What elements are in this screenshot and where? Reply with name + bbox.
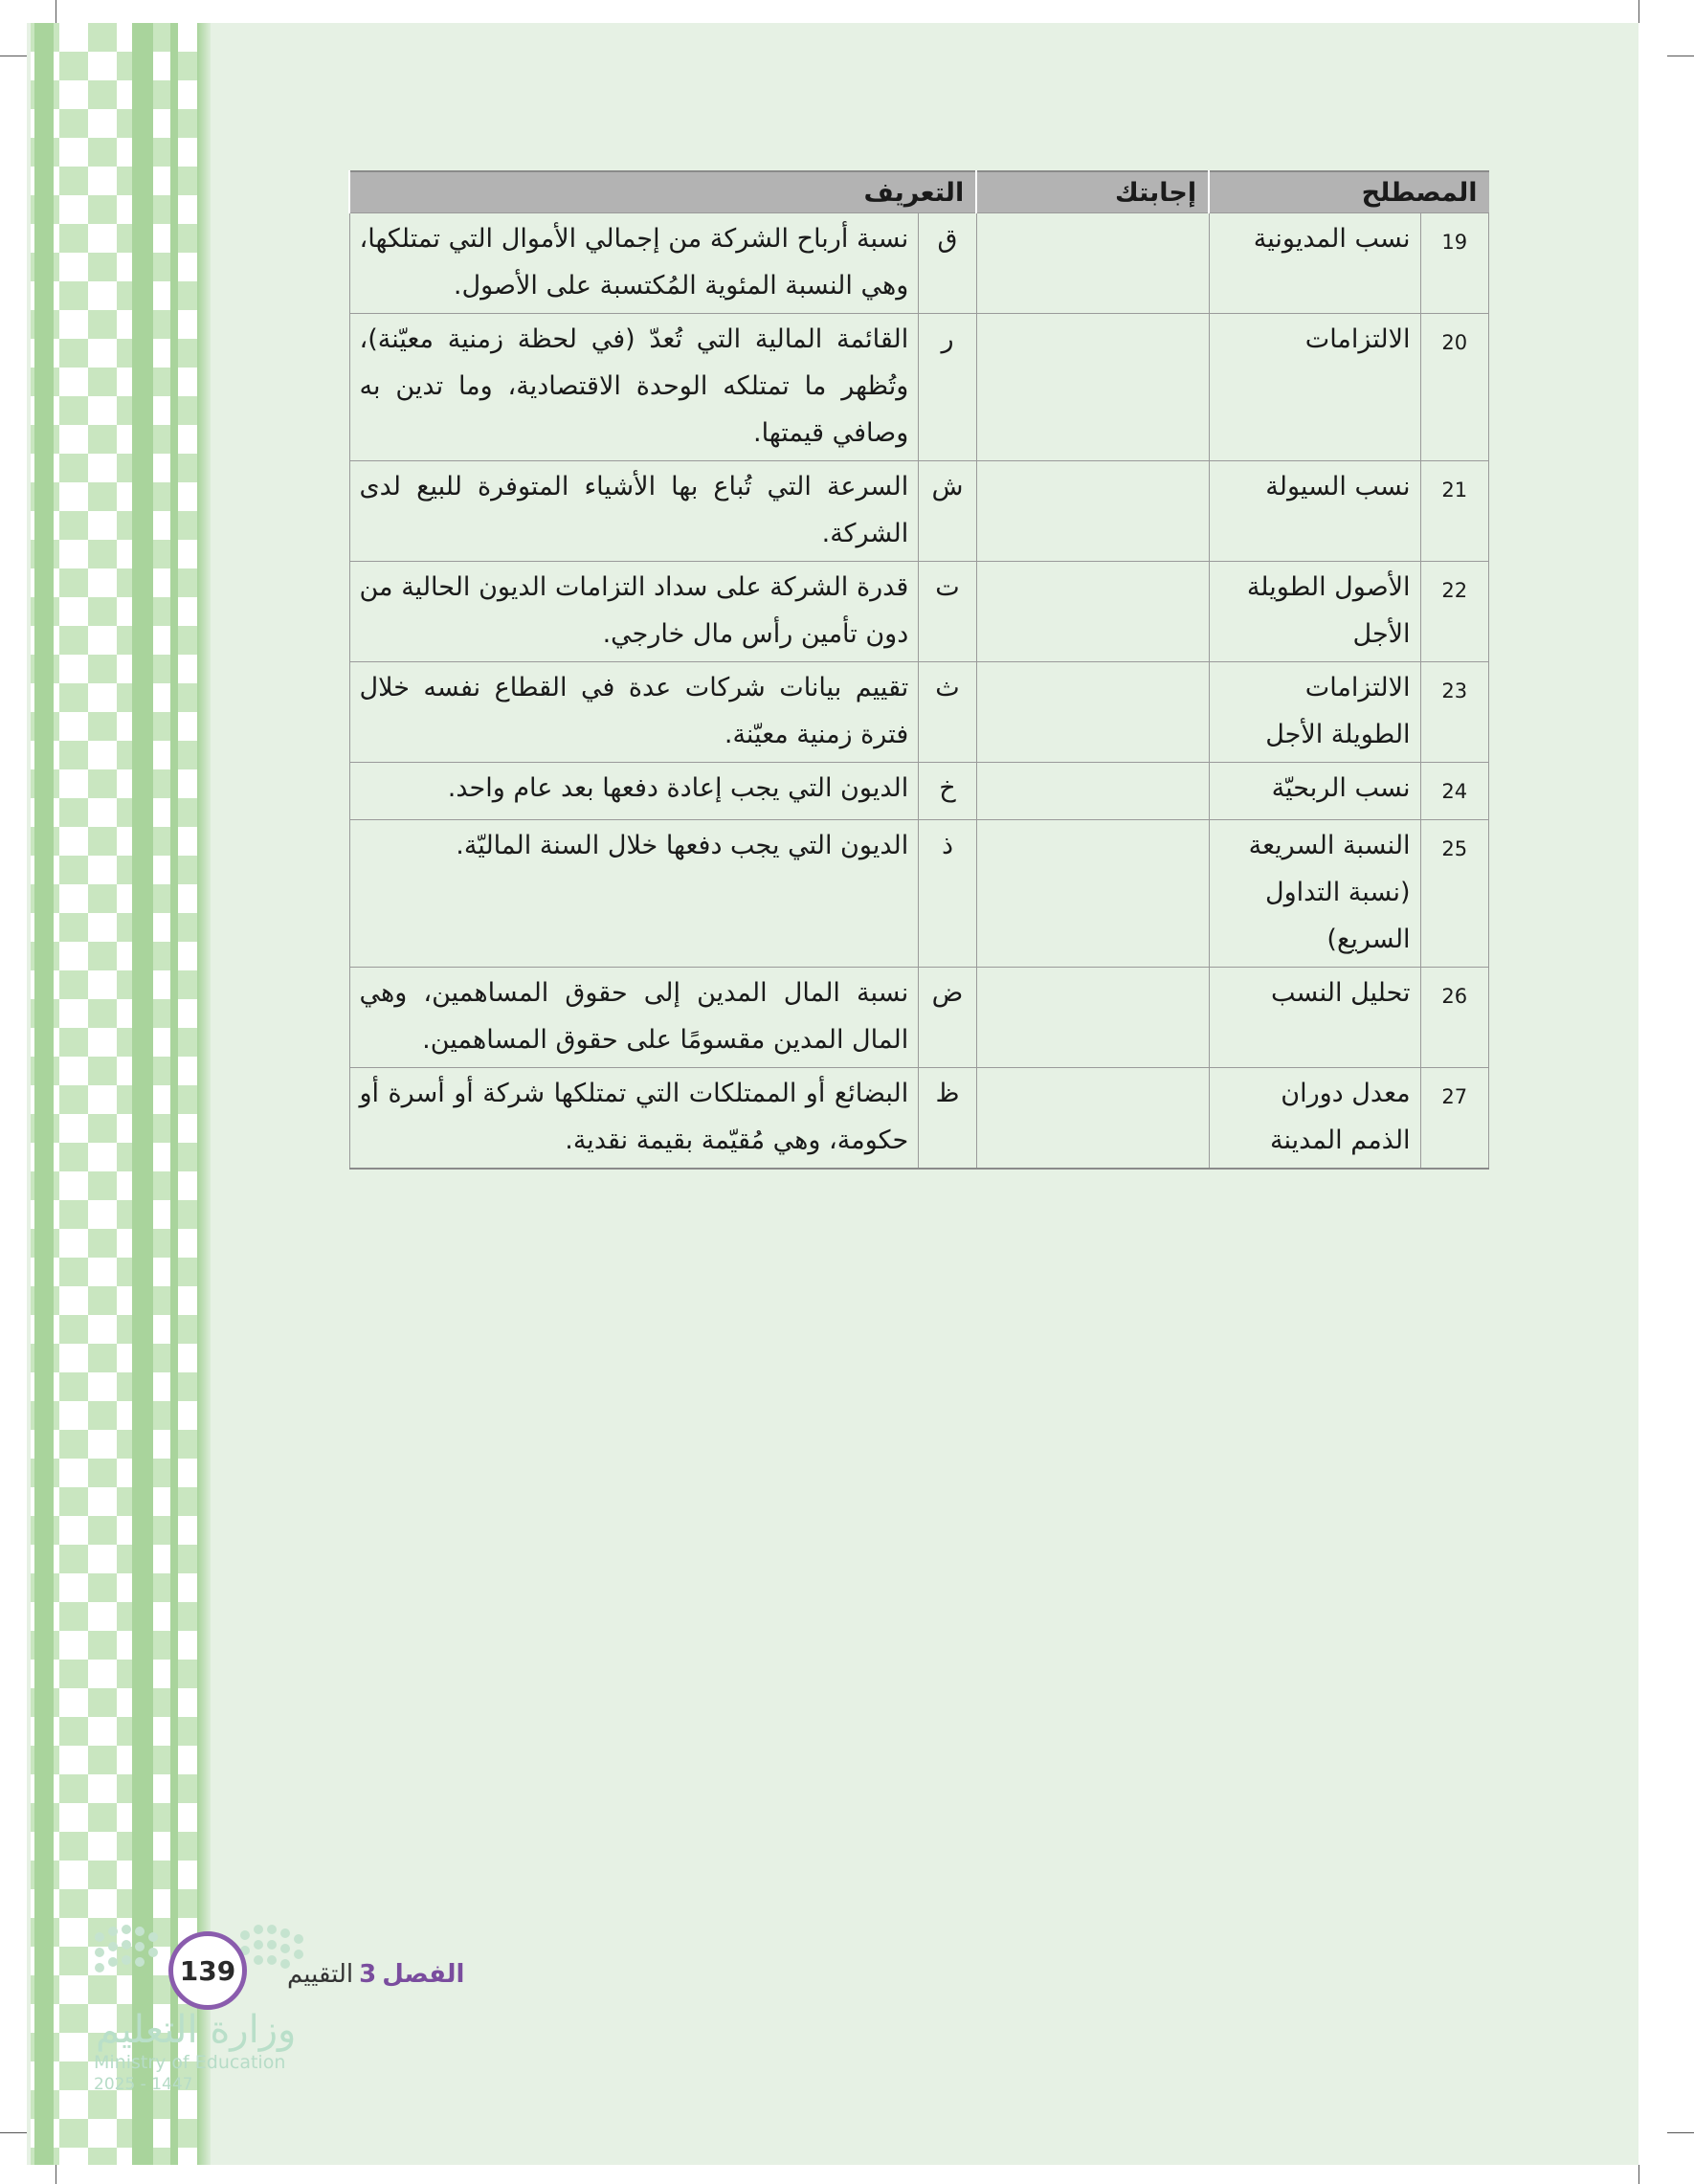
- chapter-label: الفصل: [382, 1960, 465, 1989]
- definition-letter: ث: [919, 662, 976, 763]
- row-number: 26: [1420, 968, 1488, 1068]
- table-row: [349, 763, 1489, 820]
- definition-letter: ذ: [919, 820, 976, 968]
- definition-cell: قدرة الشركة على سداد التزامات الديون الحالية من دون تأمين رأس مال خارجي.: [349, 562, 919, 662]
- table-row: [349, 461, 1489, 562]
- header-answer: إجابتك: [976, 171, 1209, 213]
- page-number: 139: [168, 1931, 247, 2010]
- definition-letter: خ: [919, 763, 976, 820]
- decorative-band: [132, 23, 153, 2165]
- term-cell: الأصول الطويلة الأجل: [1209, 562, 1420, 662]
- term-cell: تحليل النسب: [1209, 968, 1420, 1068]
- definition-cell: السرعة التي تُباع بها الأشياء المتوفرة للبيع لدى الشركة.: [349, 461, 919, 562]
- term-cell: نسب السيولة: [1209, 461, 1420, 562]
- definition-cell: القائمة المالية التي تُعدّ (في لحظة زمنية معيّنة)، وتُظهر ما تمتلكه الوحدة الاقتصادية، وما تدين به وصافي قيمتها.: [349, 314, 919, 461]
- definition-cell: نسبة أرباح الشركة من إجمالي الأموال التي تمتلكها، وهي النسبة المئوية المُكتسبة على الأصول.: [349, 213, 919, 314]
- table-row: [349, 562, 1489, 662]
- definition-letter: ق: [919, 213, 976, 314]
- chapter-number: 3: [359, 1960, 377, 1989]
- row-number: 23: [1420, 662, 1488, 763]
- answer-cell[interactable]: [976, 763, 1209, 820]
- header-definition: التعريف: [349, 171, 976, 213]
- definition-letter: ض: [919, 968, 976, 1068]
- table-row: [349, 820, 1489, 968]
- row-number: 24: [1420, 763, 1488, 820]
- definition-cell: نسبة المال المدين إلى حقوق المساهمين، وهي المال المدين مقسومًا على حقوق المساهمين.: [349, 968, 919, 1068]
- decorative-band: [170, 23, 178, 2165]
- section-title: التقييم: [287, 1960, 354, 1989]
- definition-letter: ر: [919, 314, 976, 461]
- ministry-name-en: Ministry of Education: [94, 2052, 286, 2073]
- term-cell: النسبة السريعة (نسبة التداول السريع): [1209, 820, 1420, 968]
- answer-cell[interactable]: [976, 662, 1209, 763]
- answer-cell[interactable]: [976, 1068, 1209, 1170]
- answer-cell[interactable]: [976, 213, 1209, 314]
- answer-cell[interactable]: [976, 562, 1209, 662]
- table-row: [349, 968, 1489, 1068]
- term-cell: نسب المديونية: [1209, 213, 1420, 314]
- definition-cell: الديون التي يجب دفعها خلال السنة الماليّة.: [349, 820, 919, 968]
- decorative-border: [31, 23, 211, 2165]
- edition-year: 2025 - 1447: [94, 2075, 193, 2094]
- term-cell: نسب الربحيّة: [1209, 763, 1420, 820]
- decorative-band: [34, 23, 54, 2165]
- term-cell: الالتزامات الطويلة الأجل: [1209, 662, 1420, 763]
- definition-cell: تقييم بيانات شركات عدة في القطاع نفسه خلال فترة زمنية معيّنة.: [349, 662, 919, 763]
- row-number: 27: [1420, 1068, 1488, 1170]
- term-cell: معدل دوران الذمم المدينة: [1209, 1068, 1420, 1170]
- row-number: 20: [1420, 314, 1488, 461]
- table-header-row: [349, 171, 1489, 213]
- answer-cell[interactable]: [976, 820, 1209, 968]
- definition-letter: ش: [919, 461, 976, 562]
- table-row: [349, 213, 1489, 314]
- crop-mark: [1667, 2132, 1694, 2133]
- answer-cell[interactable]: [976, 314, 1209, 461]
- definition-letter: ظ: [919, 1068, 976, 1170]
- definition-cell: البضائع أو الممتلكات التي تمتلكها شركة أو أسرة أو حكومة، وهي مُقيّمة بقيمة نقدية.: [349, 1068, 919, 1170]
- crop-mark: [1638, 0, 1639, 23]
- row-number: 25: [1420, 820, 1488, 968]
- table-row: [349, 662, 1489, 763]
- matching-table: [348, 170, 1489, 1170]
- table-row: [349, 314, 1489, 461]
- crop-mark: [1638, 2165, 1639, 2184]
- row-number: 21: [1420, 461, 1488, 562]
- row-number: 19: [1420, 213, 1488, 314]
- definition-letter: ت: [919, 562, 976, 662]
- decorative-edge: [197, 23, 211, 2165]
- chapter-footer: [287, 1960, 464, 1989]
- table-row: [349, 1068, 1489, 1170]
- row-number: 22: [1420, 562, 1488, 662]
- answer-cell[interactable]: [976, 968, 1209, 1068]
- ministry-name-ar: وزارة التعليم: [96, 2008, 297, 2052]
- definition-cell: الديون التي يجب إعادة دفعها بعد عام واحد.: [349, 763, 919, 820]
- term-cell: الالتزامات: [1209, 314, 1420, 461]
- header-term: المصطلح: [1209, 171, 1488, 213]
- crop-mark: [0, 2132, 27, 2133]
- answer-cell[interactable]: [976, 461, 1209, 562]
